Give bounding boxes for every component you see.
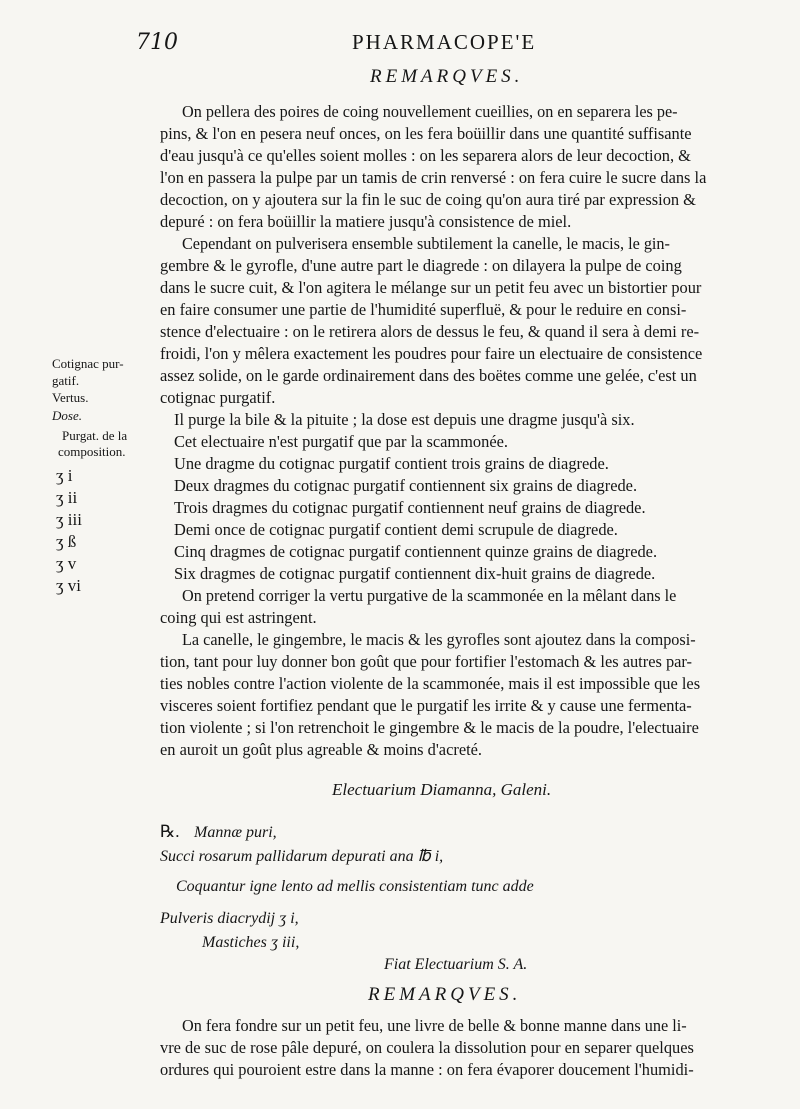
text-line: en auroit un goût plus agreable & moins d'acreté. xyxy=(160,740,483,759)
dose-line: Deux dragmes du cotignac purgatif contiennent six grains de diagrede. xyxy=(174,476,638,495)
margin-note: gatif. xyxy=(52,373,80,388)
dose-mark: ʒ iii xyxy=(56,510,82,529)
text-line: vre de suc de rose pâle depuré, on coulera la dissolution pour en separer quelques xyxy=(160,1038,694,1057)
margin-note: Purgat. de la xyxy=(62,428,128,443)
dose-line: Six dragmes de cotignac purgatif contiennent dix-huit grains de diagrede. xyxy=(174,564,656,583)
recipe-line: Mannæ puri, xyxy=(194,824,277,841)
recipe-instruction: Coquantur igne lento ad mellis consistentiam tunc adde xyxy=(176,878,534,895)
dose-line: Trois dragmes du cotignac purgatif contiennent neuf grains de diagrede. xyxy=(174,498,646,517)
text-line: tion, tant pour luy donner bon goût que pour fortifier l'estomach & les autres par- xyxy=(160,652,692,671)
dose-mark: ʒ vi xyxy=(56,576,82,595)
text-line: La canelle, le gingembre, le macis & les gyrofles sont ajoutez dans la composi- xyxy=(182,630,696,649)
text-line: d'eau jusqu'à ce qu'elles soient molles : on les separera alors de leur decoction, & xyxy=(160,146,691,165)
section-heading-remarques: REMARQVES. xyxy=(370,66,524,87)
dose-mark: ʒ i xyxy=(56,466,73,485)
margin-note: Dose. xyxy=(52,408,82,423)
dose-line: Cinq dragmes de cotignac purgatif contiennent quinze grains de diagrede. xyxy=(174,542,658,561)
text-line: ties nobles contre l'action violente de la scammonée, mais il est impossible que les xyxy=(160,674,701,693)
text-line: froidi, l'on y mêlera exactement les poudres pour faire un electuaire de consistence xyxy=(160,344,703,363)
section-heading-remarques: REMARQVES. xyxy=(368,984,522,1005)
running-title: PHARMACOPE'E xyxy=(352,30,537,54)
dose-mark: ʒ ß xyxy=(56,532,77,551)
text-line: pins, & l'on en pesera neuf onces, on les fera boüillir dans une quantité suffisante xyxy=(160,124,692,143)
margin-note: composition. xyxy=(58,444,126,459)
text-line: l'on en passera la pulpe par un tamis de crin renversé : on fera cuire le sucre dans la xyxy=(160,168,707,187)
text-line: stence d'electuaire : on le retirera alors de dessus le feu, & quand il sera à demi re- xyxy=(160,322,700,341)
recipe-line: Pulveris diacrydij ʒ i, xyxy=(160,910,299,927)
page-number: 710 xyxy=(136,30,178,55)
text-line: ordures qui pouroient estre dans la manne : on fera évaporer doucement l'humidi- xyxy=(160,1060,694,1079)
dose-line: Demi once de cotignac purgatif contient demi scrupule de diagrede. xyxy=(174,520,618,539)
dose-mark: ʒ v xyxy=(56,554,77,573)
text-line: gembre & le gyrofle, d'une autre part le diagrede : on dilayera la pulpe de coing xyxy=(160,256,682,275)
text-line: cotignac purgatif. xyxy=(160,388,276,407)
text-line: visceres soient fortifiez pendant que le purgatif les irrite & y cause une fermenta- xyxy=(160,696,692,715)
text-line: depuré : on fera boüillir la matiere jusqu'à consistence de miel. xyxy=(160,212,572,231)
recipe-closing: Fiat Electuarium S. A. xyxy=(384,956,528,973)
text-line: On pellera des poires de coing nouvellement cueillies, on en separera les pe- xyxy=(182,102,678,121)
text-line: dans le sucre cuit, & l'on agitera le mélange sur un petit feu avec un bistortier pour xyxy=(160,278,702,297)
dose-line: Cet electuaire n'est purgatif que par la scammonée. xyxy=(174,432,508,451)
text-line: tion violente ; si l'on retrenchoit le gingembre & le macis de la poudre, l'electuaire xyxy=(160,718,699,737)
dose-line: Il purge la bile & la pituite ; la dose est depuis une dragme jusqu'à six. xyxy=(174,410,635,429)
rx-symbol: ℞. xyxy=(160,822,180,841)
text-line: en faire consumer une partie de l'humidité superfluë, & pour le reduire en consi- xyxy=(160,300,687,319)
text-line: coing qui est astringent. xyxy=(160,608,317,627)
recipe-line: Succi rosarum pallidarum depurati ana ℔ i, xyxy=(160,848,444,865)
dose-line: Une dragme du cotignac purgatif contient trois grains de diagrede. xyxy=(174,454,609,473)
margin-note: Cotignac pur- xyxy=(52,356,124,371)
dose-mark: ʒ ii xyxy=(56,488,78,507)
text-line: On pretend corriger la vertu purgative de la scammonée en la mêlant dans le xyxy=(182,586,677,605)
text-line: Cependant on pulverisera ensemble subtilement la canelle, le macis, le gin- xyxy=(182,234,670,253)
text-line: assez solide, on le garde ordinairement dans des boëtes comme une gelée, c'est un xyxy=(160,366,697,385)
recipe-title: Electuarium Diamanna, Galeni. xyxy=(332,780,552,799)
recipe-line: Mastiches ʒ iii, xyxy=(202,934,300,951)
margin-note: Vertus. xyxy=(52,390,89,405)
text-line: decoction, on y ajoutera sur la fin le suc de coing qu'on aura tiré par expression & xyxy=(160,190,696,209)
text-line: On fera fondre sur un petit feu, une livre de belle & bonne manne dans une li- xyxy=(182,1016,687,1035)
